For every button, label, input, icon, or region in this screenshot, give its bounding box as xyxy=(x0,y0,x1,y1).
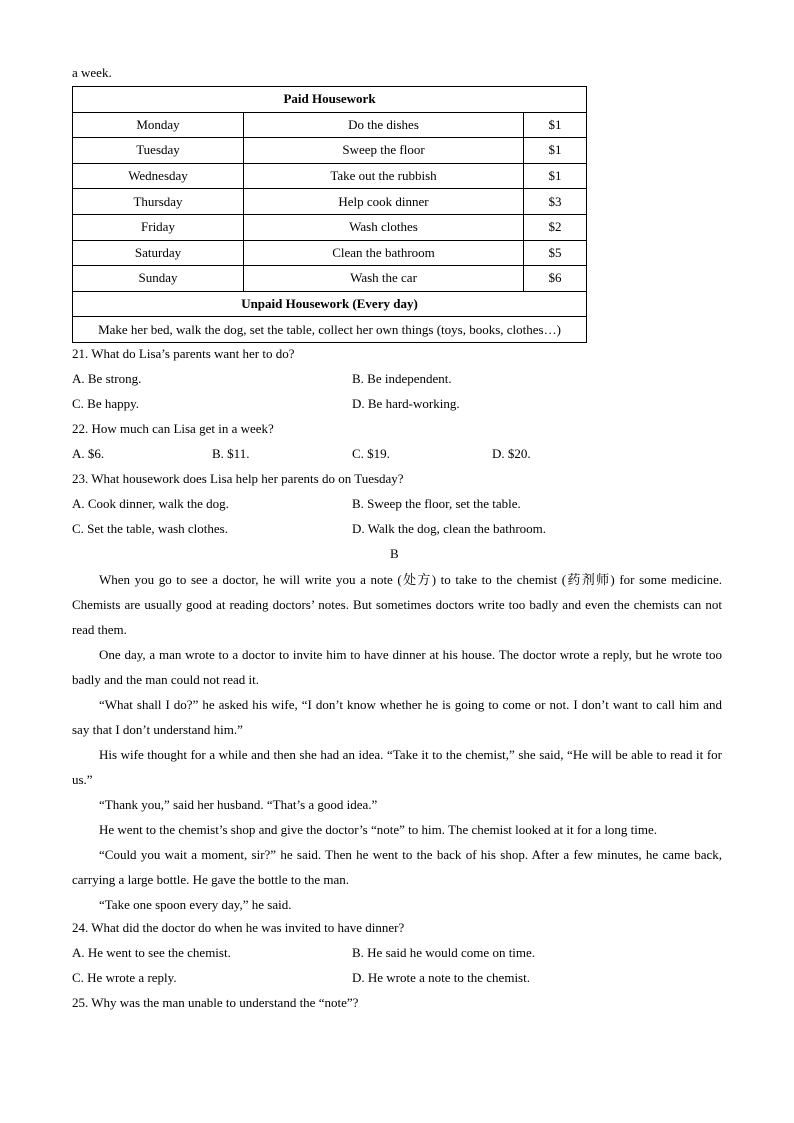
pay-cell: $6 xyxy=(524,266,587,292)
paid-housework-heading: Paid Housework xyxy=(73,87,587,113)
table-row xyxy=(73,240,587,266)
option-21b: B. Be independent. xyxy=(352,371,452,386)
option-23c: C. Set the table, wash clothes. xyxy=(72,521,228,536)
table-row xyxy=(73,214,587,240)
table-row xyxy=(73,266,587,292)
passage-paragraph: “Could you wait a moment, sir?” he said. Then he went to the back of his shop. After a few minutes, he came back, carrying a large bottle. He gave the bottle to the man. xyxy=(72,847,722,887)
passage-paragraph: He went to the chemist’s shop and give the doctor’s “note” to him. The chemist looked at it for a long time. xyxy=(99,822,658,837)
passage-paragraph: “What shall I do?” he asked his wife, “I don’t know whether he is going to come or not. I don’t want to call him and say that I don’t understand him.” xyxy=(72,697,722,737)
option-21c: C. Be happy. xyxy=(72,396,140,411)
day-cell: Thursday xyxy=(73,189,244,215)
table-row xyxy=(73,189,587,215)
task-cell: Sweep the floor xyxy=(244,138,524,164)
option-23d: D. Walk the dog, clean the bathroom. xyxy=(352,521,547,536)
day-cell: Monday xyxy=(73,112,244,138)
table-row xyxy=(73,138,587,164)
passage-paragraph: “Thank you,” said her husband. “That’s a good idea.” xyxy=(99,797,378,812)
housework-table xyxy=(72,86,587,343)
option-22d: D. $20. xyxy=(492,446,531,461)
option-24b: B. He said he would come on time. xyxy=(352,945,536,960)
option-24d: D. He wrote a note to the chemist. xyxy=(352,970,530,985)
pay-cell: $1 xyxy=(524,138,587,164)
option-22b: B. $11. xyxy=(212,446,250,461)
passage-paragraph: “Take one spoon every day,” he said. xyxy=(99,897,292,912)
option-23b: B. Sweep the floor, set the table. xyxy=(352,496,521,511)
pay-cell: $5 xyxy=(524,240,587,266)
passage-paragraph: One day, a man wrote to a doctor to invite him to have dinner at his house. The doctor wrote a reply, but he wrote too badly and the man could not read it. xyxy=(72,647,722,687)
question-21: 21. What do Lisa’s parents want her to do? xyxy=(72,346,295,361)
day-cell: Saturday xyxy=(73,240,244,266)
unpaid-housework-list: Make her bed, walk the dog, set the table, collect her own things (toys, books, clothes…) xyxy=(73,317,587,343)
passage-paragraph: His wife thought for a while and then she had an idea. “Take it to the chemist,” she said, “He will be able to read it for us.” xyxy=(72,747,722,787)
option-22a: A. $6. xyxy=(72,446,105,461)
option-23a: A. Cook dinner, walk the dog. xyxy=(72,496,229,511)
continued-text: a week. xyxy=(72,65,112,80)
day-cell: Friday xyxy=(73,214,244,240)
section-heading: B xyxy=(390,546,399,561)
unpaid-housework-heading: Unpaid Housework (Every day) xyxy=(73,291,587,317)
task-cell: Wash the car xyxy=(244,266,524,292)
day-cell: Wednesday xyxy=(73,163,244,189)
pay-cell: $3 xyxy=(524,189,587,215)
task-cell: Wash clothes xyxy=(244,214,524,240)
passage-paragraph: When you go to see a doctor, he will write you a note (处方) to take to the chemist (药剂师) for some medicine. Chemists are usually good at reading doctors’ notes. But sometimes doctors write too badly and even the chemists can not read them. xyxy=(72,572,722,637)
task-cell: Help cook dinner xyxy=(244,189,524,215)
option-21d: D. Be hard-working. xyxy=(352,396,460,411)
option-24c: C. He wrote a reply. xyxy=(72,970,177,985)
pay-cell: $1 xyxy=(524,163,587,189)
option-22c: C. $19. xyxy=(352,446,390,461)
pay-cell: $2 xyxy=(524,214,587,240)
task-cell: Take out the rubbish xyxy=(244,163,524,189)
question-22: 22. How much can Lisa get in a week? xyxy=(72,421,274,436)
question-23: 23. What housework does Lisa help her parents do on Tuesday? xyxy=(72,471,404,486)
question-25: 25. Why was the man unable to understand the “note”? xyxy=(72,995,359,1010)
task-cell: Do the dishes xyxy=(244,112,524,138)
table-row xyxy=(73,163,587,189)
option-24a: A. He went to see the chemist. xyxy=(72,945,231,960)
pay-cell: $1 xyxy=(524,112,587,138)
option-21a: A. Be strong. xyxy=(72,371,142,386)
day-cell: Sunday xyxy=(73,266,244,292)
question-24: 24. What did the doctor do when he was invited to have dinner? xyxy=(72,920,405,935)
task-cell: Clean the bathroom xyxy=(244,240,524,266)
table-row xyxy=(73,112,587,138)
day-cell: Tuesday xyxy=(73,138,244,164)
